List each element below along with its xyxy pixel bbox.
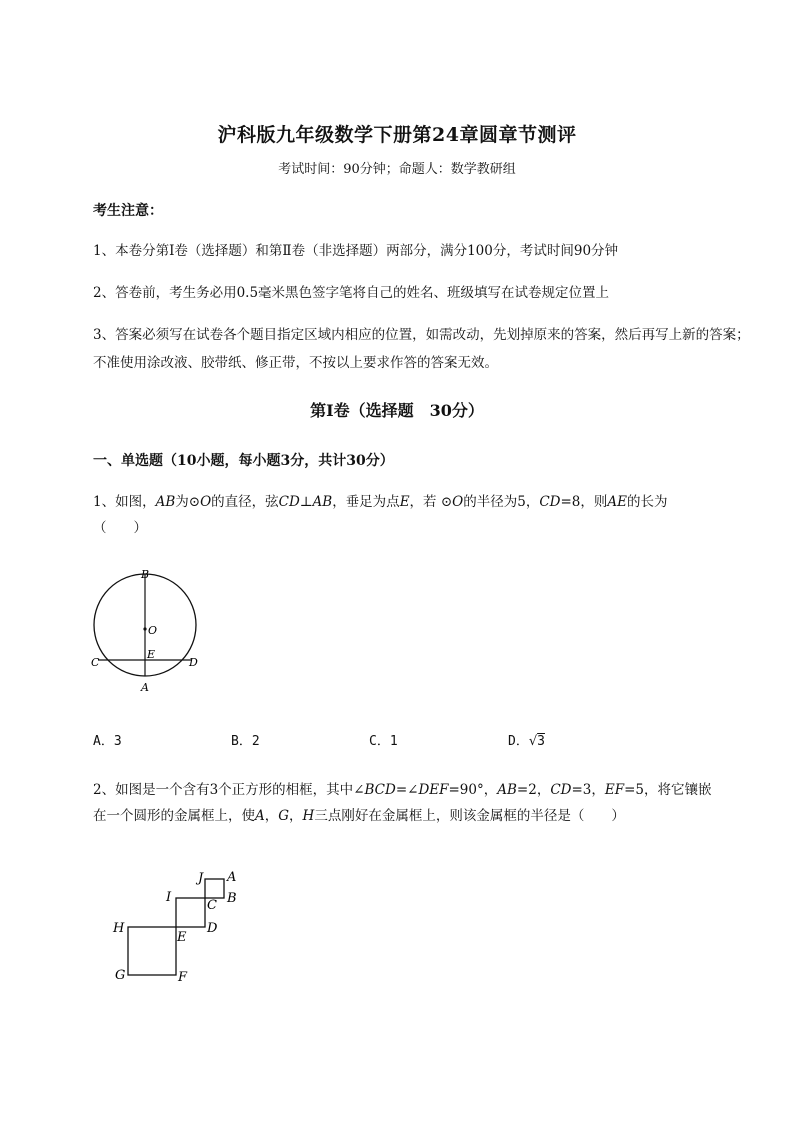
- option-b: B．2: [231, 734, 260, 749]
- label-a: A: [227, 870, 237, 885]
- label-d: D: [189, 656, 198, 669]
- label-o: O: [148, 624, 158, 637]
- option-c: C．1: [369, 734, 398, 749]
- label-b: B: [227, 891, 237, 906]
- question-2: 2、如图是一个含有3个正方形的相框，其中∠BCD=∠DEF=90°，AB=2，CD=3，EF=5，将它镶嵌 在一个圆形的金属框上，使A，G，H三点刚好在金属框上，则该金属框的半径是（ ）: [93, 782, 712, 824]
- label-h: H: [113, 921, 125, 936]
- label-g: G: [115, 968, 126, 983]
- label-j: J: [198, 871, 204, 886]
- small-square: [205, 879, 224, 898]
- label-c: C: [207, 898, 217, 913]
- exam-info: 考试时间：90分钟；命题人：数学教研组: [278, 162, 516, 177]
- page-title: 沪科版九年级数学下册第24章圆章节测评: [217, 124, 577, 146]
- center-point: [143, 627, 146, 630]
- label-e: E: [177, 930, 187, 945]
- part-title: 一、单选题（10小题，每小题3分，共计30分）: [93, 453, 394, 469]
- label-c: C: [91, 656, 100, 669]
- middle-square: [176, 898, 205, 927]
- question-1: 1、如图，AB为⊙O的直径，弦CD⊥AB，垂足为点E，若 ⊙O的半径为5，CD=8，则AE的长为 （ ）: [93, 494, 668, 536]
- section-title: 第I卷（选择题 30分）: [310, 401, 484, 420]
- notice-item-2: 2、答卷前，考生务必用0.5毫米黑色签字笔将自己的姓名、班级填写在试卷规定位置上: [93, 285, 610, 301]
- notice-item-1: 1、本卷分第I卷（选择题）和第Ⅱ卷（非选择题）两部分，满分100分，考试时间90分钟: [93, 243, 619, 259]
- option-d: D．√3: [508, 734, 545, 749]
- circle-figure: [85, 562, 210, 697]
- notice-item-3: 3、答案必须写在试卷各个题目指定区域内相应的位置，如需改动，先划掉原来的答案，然后再写上新的答案；不准使用涂改液、胶带纸、修正带，不按以上要求作答的答案无效。: [93, 327, 750, 371]
- option-a: A．3: [93, 734, 122, 749]
- label-a: A: [141, 681, 149, 694]
- squares-figure: [105, 865, 255, 990]
- label-f: F: [178, 970, 188, 985]
- label-d: D: [207, 921, 218, 936]
- label-i: I: [166, 890, 172, 905]
- label-b: B: [141, 568, 150, 581]
- label-e: E: [147, 648, 156, 661]
- notice-heading: 考生注意：: [93, 203, 163, 219]
- large-square: [128, 927, 176, 975]
